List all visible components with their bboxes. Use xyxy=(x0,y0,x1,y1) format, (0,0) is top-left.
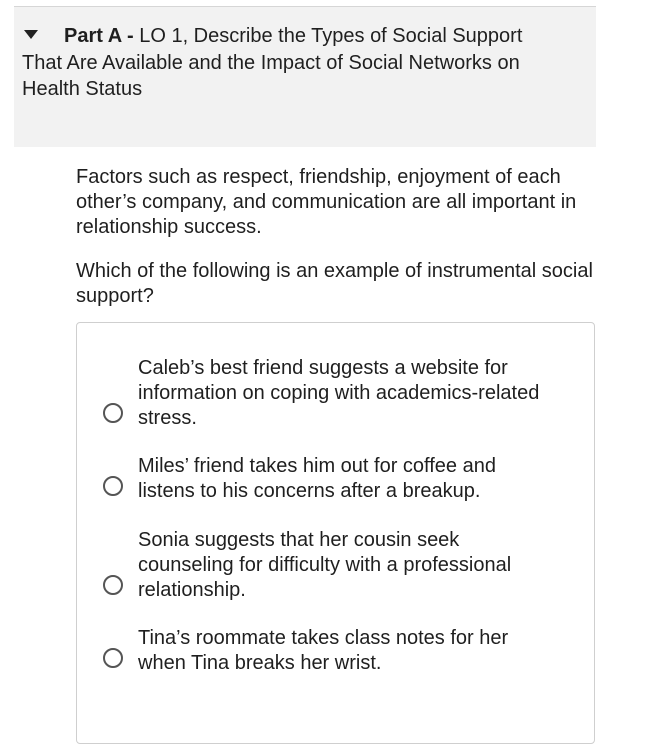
radio-button[interactable] xyxy=(103,403,123,423)
radio-button[interactable] xyxy=(103,575,123,595)
option-label: Sonia suggests that her cousin seek counseling for difficulty with a professional relationship. xyxy=(138,529,512,601)
option-label: Miles’ friend takes him out for coffee and listens to his concerns after a breakup. xyxy=(138,455,496,502)
collapse-caret-icon[interactable] xyxy=(24,30,38,39)
option-2[interactable] xyxy=(77,454,594,504)
part-label: Part A - xyxy=(64,25,134,47)
option-label: Tina’s roommate takes class notes for her when Tina breaks her wrist. xyxy=(138,627,509,674)
option-3[interactable] xyxy=(77,528,594,603)
radio-button[interactable] xyxy=(103,476,123,496)
answer-options xyxy=(76,322,595,744)
intro-text: Factors such as respect, friendship, enjoyment of each other’s company, and communication are all important in relationship success. xyxy=(76,166,577,238)
question-text: Which of the following is an example of instrumental social support? xyxy=(76,260,593,307)
option-label: Caleb’s best friend suggests a website for information on coping with academics-related stress. xyxy=(138,357,540,429)
part-title-text: LO 1, Describe the Types of Social Support That Are Available and the Impact of Social Networks on Health Status xyxy=(22,25,523,100)
option-4[interactable] xyxy=(77,626,594,676)
radio-button[interactable] xyxy=(103,648,123,668)
option-1[interactable] xyxy=(77,356,594,431)
part-title[interactable] xyxy=(22,23,542,103)
